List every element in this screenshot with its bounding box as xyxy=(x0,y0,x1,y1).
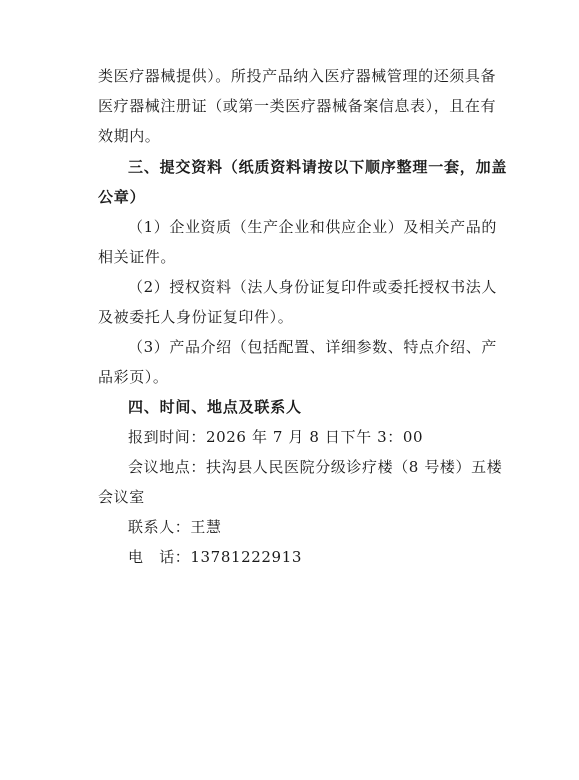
list-item: （1）企业资质（生产企业和供应企业）及相关产品的 xyxy=(128,218,497,236)
paragraph-line: 医疗器械注册证（或第一类医疗器械备案信息表），且在有 xyxy=(98,97,497,115)
list-item: 品彩页）。 xyxy=(98,368,169,386)
venue: 会议室 xyxy=(98,488,145,506)
contact-phone: 电 话：13781222913 xyxy=(128,548,302,566)
contact-person: 联系人：王慧 xyxy=(128,518,222,536)
paragraph-line: 类医疗器械提供）。所投产品纳入医疗器械管理的还须具备 xyxy=(98,67,497,85)
section-heading: 四、时间、地点及联系人 xyxy=(128,398,302,416)
section-heading: 公章） xyxy=(98,188,146,206)
list-item: 相关证件。 xyxy=(98,248,177,266)
paragraph-line: 效期内。 xyxy=(98,127,161,145)
list-item: （3）产品介绍（包括配置、详细参数、特点介绍、产 xyxy=(128,338,497,356)
venue: 会议地点：扶沟县人民医院分级诊疗楼（8 号楼）五楼 xyxy=(128,458,503,476)
section-heading: 三、提交资料（纸质资料请按以下顺序整理一套，加盖 xyxy=(128,158,508,176)
report-time: 报到时间：2026 年 7 月 8 日下午 3：00 xyxy=(128,428,424,446)
list-item: （2）授权资料（法人身份证复印件或委托授权书法人 xyxy=(128,278,497,296)
list-item: 及被委托人身份证复印件）。 xyxy=(98,308,294,326)
